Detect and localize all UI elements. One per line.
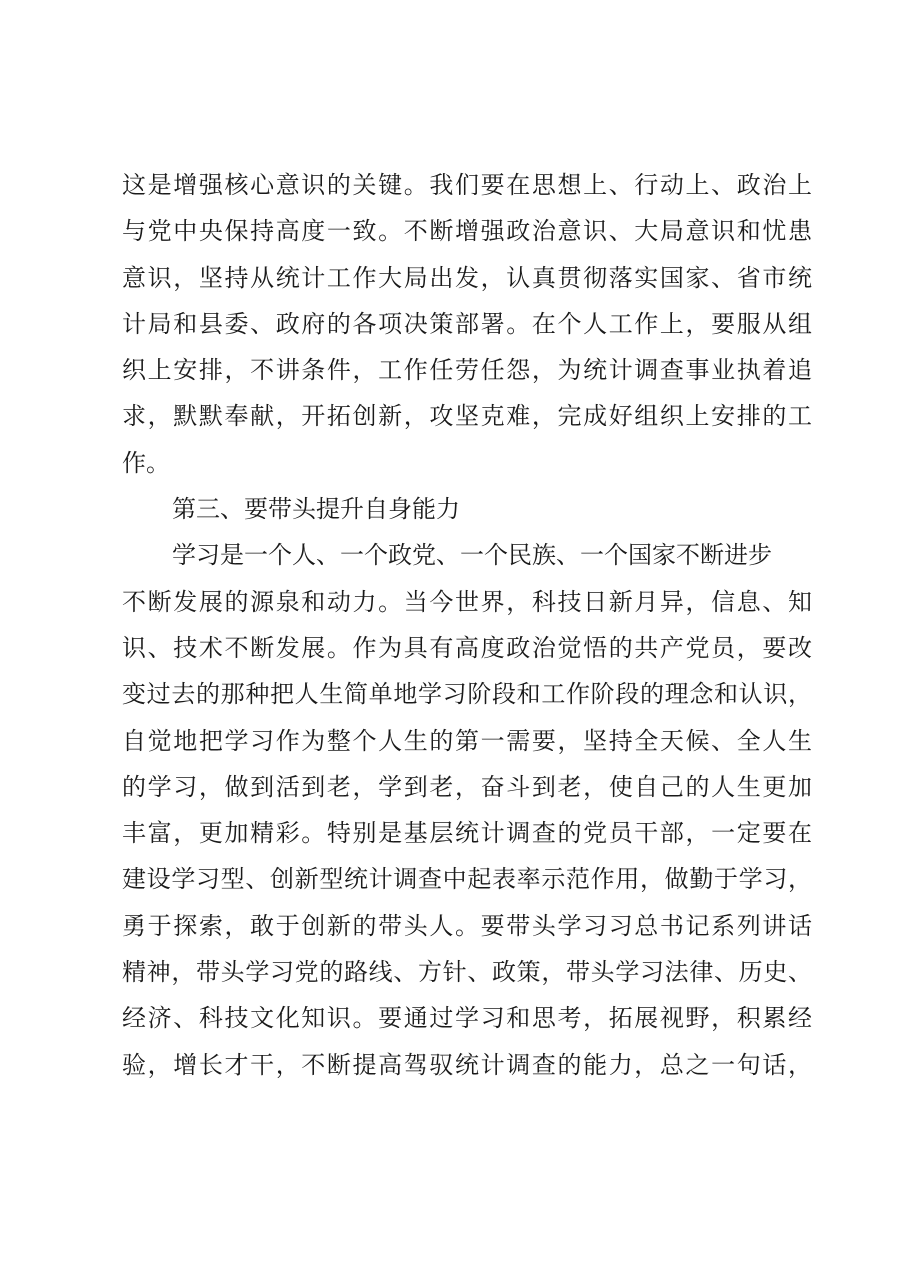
paragraph-line: 意识，坚持从统计工作大局出发，认真贯彻落实国家、省市统 bbox=[122, 263, 812, 292]
paragraph-line: 精神，带头学习党的路线、方针、政策，带头学习法律、历史、 bbox=[122, 958, 812, 987]
paragraph-line: 作。 bbox=[122, 448, 170, 477]
paragraph-line: 织上安排，不讲条件，工作任劳任怨，为统计调查事业执着追 bbox=[122, 356, 812, 385]
paragraph-line: 求，默默奉献，开拓创新，攻坚克难，完成好组织上安排的工 bbox=[122, 402, 812, 431]
paragraph-line: 的学习，做到活到老，学到老，奋斗到老，使自己的人生更加 bbox=[122, 772, 812, 801]
paragraph-line: 识、技术不断发展。作为具有高度政治觉悟的共产党员，要改 bbox=[122, 633, 812, 662]
paragraph-line: 丰富，更加精彩。特别是基层统计调查的党员干部，一定要在 bbox=[122, 819, 812, 848]
document-body bbox=[122, 162, 812, 1088]
paragraph-line: 学习是一个人、一个政党、一个民族、一个国家不断进步 bbox=[172, 541, 772, 570]
paragraph-line: 经济、科技文化知识。要通过学习和思考，拓展视野，积累经 bbox=[122, 1004, 812, 1033]
paragraph-line: 这是增强核心意识的关键。我们要在思想上、行动上、政治上 bbox=[122, 171, 812, 199]
paragraph-line: 与党中央保持高度一致。不断增强政治意识、大局意识和忧患 bbox=[122, 217, 812, 246]
paragraph-line: 变过去的那种把人生简单地学习阶段和工作阶段的理念和认识， bbox=[122, 680, 812, 709]
paragraph-line: 验，增长才干，不断提高驾驭统计调查的能力，总之一句话， bbox=[122, 1050, 812, 1079]
section-heading: 第三、要带头提升自身能力 bbox=[172, 495, 460, 524]
paragraph-line: 自觉地把学习作为整个人生的第一需要，坚持全天候、全人生 bbox=[122, 726, 812, 755]
paragraph-line: 计局和县委、政府的各项决策部署。在个人工作上，要服从组 bbox=[122, 309, 812, 338]
paragraph-line: 建设学习型、创新型统计调查中起表率示范作用，做勤于学习， bbox=[122, 865, 812, 894]
paragraph-line: 勇于探索，敢于创新的带头人。要带头学习习总书记系列讲话 bbox=[122, 911, 812, 940]
paragraph-line: 不断发展的源泉和动力。当今世界，科技日新月异，信息、知 bbox=[122, 587, 812, 616]
